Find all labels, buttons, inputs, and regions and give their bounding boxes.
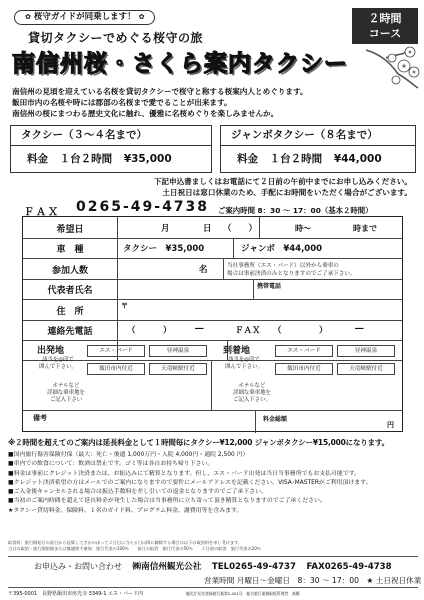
price-box-jumbo [220,125,416,173]
business-hours: 営業時間 月曜日～金曜日 8：30 ～ 17：00 ★ 土日祝日休業 [204,576,422,585]
note-item: ★タクシー貸切料金、保険料、１名のガイド料、プログラム料金、謝費用等を含みます。 [8,507,243,514]
people-label: 参加人数 [51,266,88,276]
arrive-option-sbird[interactable]: エス・バード [275,345,333,357]
depart-option-sbird[interactable]: エス・バード [87,345,145,357]
depart-label: 出発地 [37,346,65,356]
price-duration: １台２時間 [59,153,113,165]
cancel-policy-line: 当日の取消・旅行開始後または無連絡不参加 旅行代金の100％ 前日の取消 旅行代金の50％ ２日前の取消 旅行代金の20％ [8,546,262,551]
note-item: ■車内での飲食について：飲酒は禁止です。ゴミ等は各自お持ち帰り下さい。 [8,461,214,468]
company-name: ㈱南信州観光公社 [132,562,202,572]
price-name: ジャンボタクシー（８名まで） [221,126,415,146]
address-label: 住 所 [56,307,84,317]
price-amount: ¥44,000 [333,153,382,165]
cancel-policy-line: 取消料：旅行開始日の前日から起算してさかのぼって２日目に当たる日以降に解除する場合は以下の取消料を申し受けます。 [8,540,243,545]
fee-total-label: 料金総額 [263,416,288,423]
cherry-blossom-icon [366,44,420,90]
note-item: ■国内旅行傷害保険付保（最大：死亡・後遺 1,000万円・入院 4,000円・通院 2,500 円） [8,452,249,458]
price-detail [11,146,211,172]
office-address: 〒395-0001 長野県飯田市座光寺 3349-1 エス・バード内 [8,591,143,597]
depart-hotel-note: ホテルなど 詳細な乗車地を ご記入下さい [47,383,85,403]
yen-unit: 円 [387,421,394,429]
weekday-paren: （ ） [223,224,258,234]
extension-fee-note: ※２時間を超えてのご案内は延長料金として１時間毎にタクシー¥12,000 ジャンボタクシー¥15,000になります。 [8,438,389,447]
postal-mark: 〒 [121,302,128,310]
depart-circle-note: 該当を◎印で 囲んで下さい。 [39,357,77,370]
badge-line1: ２時間 [368,12,402,25]
depart-option-tenryukyo[interactable]: 天竜峡駅付近 [149,363,207,375]
sakura-icon: ✿ [138,13,145,21]
price-label: 料金 [27,153,48,165]
sakura-icon: ✿ [25,13,31,21]
fax-hours: ご案内時間 8：30 ～ 17：00（基本２時間） [218,206,373,215]
booking-note-2: 土日祝日は窓口休業のため、手配にお時間をいただく場合がございます。 [162,188,412,197]
fax-field-label: ＦＡＸ [235,326,261,336]
phone-label: 連絡先電話 [47,327,93,337]
application-form [22,216,403,432]
guide-pill [14,10,155,25]
contact-label: お申込み・お問い合わせ [34,562,122,571]
time-from: 時～ [295,224,311,233]
price-duration: １台２時間 [269,153,323,165]
cancel-policy [8,540,418,552]
arrive-option-hirugami[interactable]: 昼神温泉 [337,345,395,357]
people-unit: 名 [199,265,208,275]
mobile-label: 携帯電話 [257,283,282,290]
note-item: ■ご入金後キャンセルされる場合は振込手数料を差し引いての返金となりますのでご了承下さい。 [8,489,267,496]
fax-dash: ― [355,324,364,334]
people-note-1: 当社事務所（エス・バード）以外から乗車の [227,263,339,269]
subtitle: 貸切タクシーでめぐる桜守の旅 [28,31,204,45]
registration-info: 観光庁長官登録旅行業第2-401号 総合旅行業務取扱管理者 髙橋 [186,591,300,596]
day-unit: 日 [203,224,212,234]
vehicle-label: 車 種 [56,245,84,255]
intro-line-3: 南信州の桜にまつわる歴史文化に触れ、優雅に名桜めぐりを楽しみませんか。 [12,109,279,118]
intro-line-2: 飯田市内の名桜や時には郡部の名桜まで愛でることが出来ます。 [12,98,232,107]
vehicle-option-taxi[interactable]: タクシー ¥35,000 [123,244,205,254]
fax-paren-close: ） [319,326,328,336]
fax-label: ＦＡＸ [24,207,60,218]
arrive-option-tenryukyo[interactable]: 天竜峡駅付近 [337,363,395,375]
time-to: 時まで [353,224,377,233]
price-amount: ¥35,000 [123,153,172,165]
price-label: 料金 [237,153,258,165]
price-name: タクシー（３～４名まで） [11,126,211,146]
depart-option-iida[interactable]: 飯田市内付近 [87,363,145,375]
fax-number: 0265-49-4738 [76,199,210,215]
badge-line2: コース [368,27,402,40]
terms-list [8,451,418,516]
rep-name-label: 代表者氏名 [47,286,93,296]
date-label: 希望日 [56,225,84,235]
pill-text: 桜守ガイドが同乗します！ [33,12,136,22]
phone-paren-close: ） [163,326,172,336]
contact-fax: FAX0265-49-4738 [306,562,392,572]
arrive-option-iida[interactable]: 飯田市内付近 [275,363,333,375]
fax-paren-open: （ [273,326,282,336]
phone-paren-open: （ [127,326,136,336]
intro-line-1: 南信州の見頃を迎えている名桜を貸切タクシーで桜守と称する桜案内人とめぐります。 [12,87,308,96]
arrive-circle-note: 該当を◎印で 囲んで下さい。 [225,357,263,370]
contact-line [34,560,392,572]
arrive-label: 到着地 [223,346,251,356]
course-badge [352,8,418,44]
vehicle-option-jumbo[interactable]: ジャンボ ¥44,000 [241,244,323,254]
depart-option-hirugami[interactable]: 昼神温泉 [149,345,207,357]
page-title: 南信州桜・さくら案内タクシー [12,51,348,77]
note-item: ■当初のご案内時間を超えて延長料金が発生した場合は当事務所に立ち寄って頂き精算となりますのでご了承ください。 [8,498,326,505]
phone-dash: ― [195,324,204,334]
note-item: ■クレジット決済希望の方はメールでのご案内になりますので要件にメールアドレスを記載ください。VISA･MASTERがご利用頂けます。 [8,479,372,486]
contact-tel[interactable]: TEL0265-49-4737 [211,562,296,572]
month-unit: 月 [161,224,170,234]
price-box-taxi [10,125,212,173]
note-item: ■料金は事前にクレジット決済または、お振込みにて精算となります。但し、エス・バード出発は当日当事務所でもお支払可能です。 [8,470,361,477]
booking-note-1: 下記申込書ましくはお電話にて２日前の午前中までにお申し込みください。 [153,177,412,186]
footer-contact [8,556,422,588]
remarks-label: 備考 [33,414,47,422]
price-detail [221,146,415,172]
people-note-2: 場合は事前決済のみとなりますのでご了承下さい。 [227,271,356,277]
arrive-hotel-note: ホテルなど 詳細な乗車地を ご記入下さい。 [233,383,271,403]
